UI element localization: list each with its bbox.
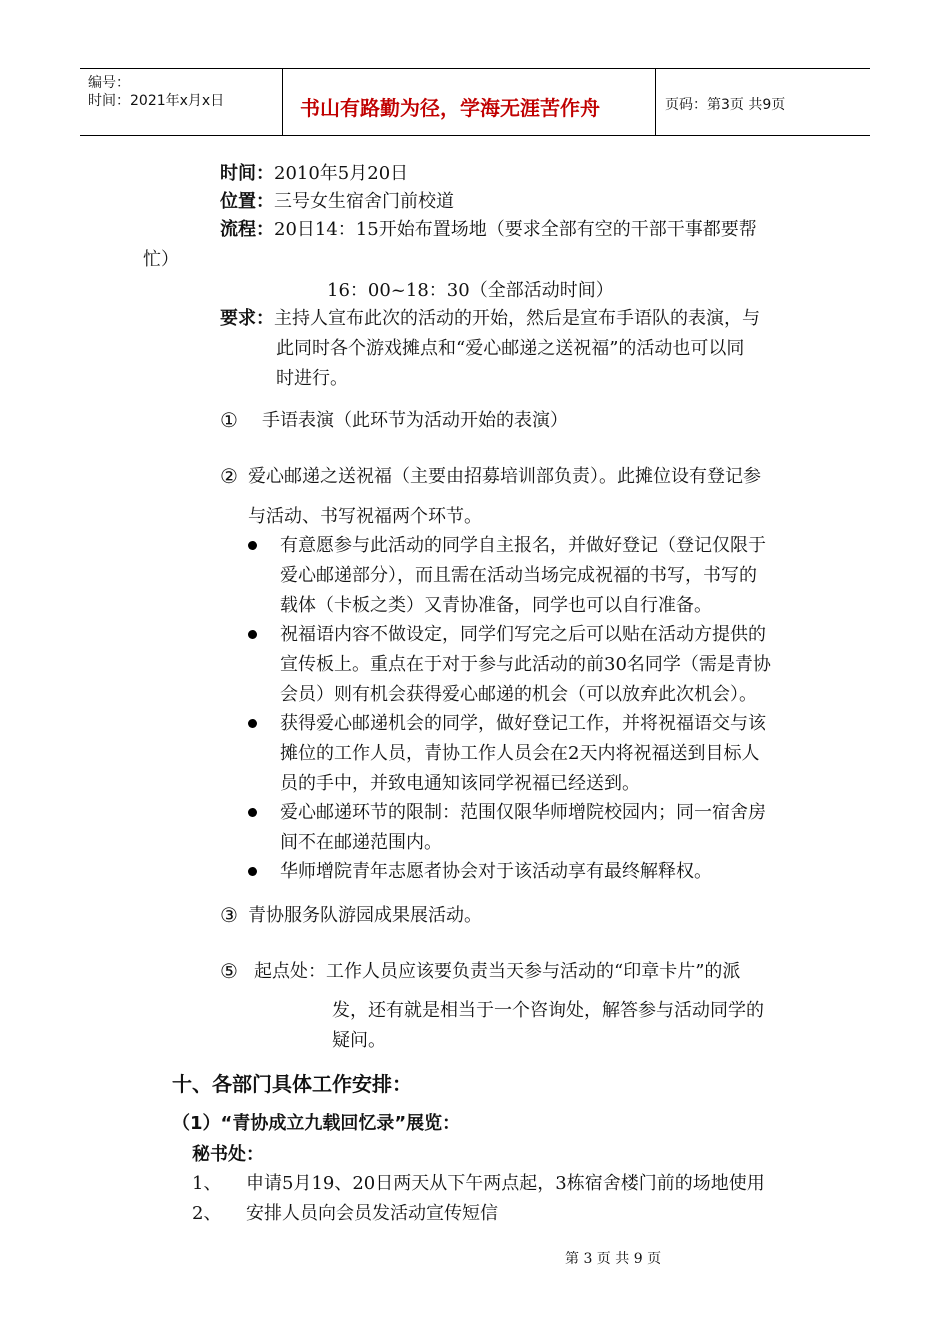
dept-secretariat: 秘书处： xyxy=(192,1144,264,1165)
time-row xyxy=(220,160,408,188)
task1-number: 1、 xyxy=(192,1173,222,1194)
header-page: 页码：第3页 共9页 xyxy=(665,97,786,113)
section10-title: 十、各部门具体工作安排： xyxy=(172,1072,412,1096)
req-label: 要求： xyxy=(220,308,274,329)
header-divider-right xyxy=(655,68,656,136)
task2-text: 安排人员向会员发活动宣传短信 xyxy=(246,1203,498,1224)
item5-line1: 起点处：工作人员应该要负责当天参与活动的“印章卡片”的派 xyxy=(254,961,741,982)
bullet4-line1: 爱心邮递环节的限制：范围仅限华师增院校园内；同一宿舍房 xyxy=(280,802,766,823)
item3-number: ③ xyxy=(220,903,238,927)
header-motto: 书山有路勤为径，学海无涯苦作舟 xyxy=(300,96,600,120)
item5-number: ⑤ xyxy=(220,959,238,983)
req-row xyxy=(220,305,760,333)
req-line2: 此同时各个游戏摊点和“爱心邮递之送祝福”的活动也可以同 xyxy=(276,338,745,359)
time-value: 2010年5月20日 xyxy=(274,163,409,184)
req-line1: 主持人宣布此次的活动的开始，然后是宣布手语队的表演，与 xyxy=(274,308,760,329)
bullet3-line2: 摊位的工作人员，青协工作人员会在2天内将祝福送到目标人 xyxy=(280,743,760,764)
item2-line1: 爱心邮递之送祝福（主要由招募培训部负责）。此摊位设有登记参 xyxy=(248,466,761,487)
time-label: 时间： xyxy=(220,163,274,184)
bullet3-line1: 获得爱心邮递机会的同学，做好登记工作，并将祝福语交与该 xyxy=(280,713,766,734)
bullet-icon xyxy=(248,630,257,639)
header-time: 时间：2021年x月x日 xyxy=(88,93,225,109)
task1-text: 申请5月19、20日两天从下午两点起，3栋宿舍楼门前的场地使用 xyxy=(246,1173,765,1194)
flow-line3: 16：00~18：30（全部活动时间） xyxy=(327,280,614,301)
place-label: 位置： xyxy=(220,191,274,212)
flow-line1: 20日14：15开始布置场地（要求全部有空的干部干事都要帮 xyxy=(274,219,757,240)
header-divider-left xyxy=(282,68,283,136)
bullet1-line2: 爱心邮递部分），而且需在活动当场完成祝福的书写，书写的 xyxy=(280,565,757,586)
bullet-icon xyxy=(248,719,257,728)
place-value: 三号女生宿舍门前校道 xyxy=(274,191,454,212)
bullet4-line2: 间不在邮递范围内。 xyxy=(280,832,442,853)
bullet1-line3: 载体（卡板之类）又青协准备，同学也可以自行准备。 xyxy=(280,595,712,616)
bullet2-line2: 宣传板上。重点在于对于参与此活动的前30名同学（需是青协 xyxy=(280,654,771,675)
bullet5-line1: 华师增院青年志愿者协会对于该活动享有最终解释权。 xyxy=(280,861,712,882)
bullet2-line3: 会员）则有机会获得爱心邮递的机会（可以放弃此次机会）。 xyxy=(280,684,757,705)
flow-row xyxy=(220,216,757,244)
flow-label: 流程： xyxy=(220,219,274,240)
bullet1-line1: 有意愿参与此活动的同学自主报名，并做好登记（登记仅限于 xyxy=(280,535,766,556)
flow-line2: 忙） xyxy=(143,249,179,270)
item5-line2: 发，还有就是相当于一个咨询处，解答参与活动同学的 xyxy=(332,1000,764,1021)
place-row xyxy=(220,188,454,216)
header-bottom-border xyxy=(80,135,870,136)
bullet-icon xyxy=(248,541,257,550)
item2-number: ② xyxy=(220,464,238,488)
section10-sub1: （1）“青协成立九载回忆录”展览： xyxy=(172,1113,461,1134)
task2-number: 2、 xyxy=(192,1203,222,1224)
item2-line2: 与活动、书写祝福两个环节。 xyxy=(248,506,482,527)
item5-line3: 疑问。 xyxy=(332,1030,386,1051)
bullet-icon xyxy=(248,808,257,817)
item3-text: 青协服务队游园成果展活动。 xyxy=(248,905,482,926)
footer-page-number: 第 3 页 共 9 页 xyxy=(565,1251,662,1267)
bullet2-line1: 祝福语内容不做设定，同学们写完之后可以贴在活动方提供的 xyxy=(280,624,766,645)
item1-number: ① xyxy=(220,408,238,432)
bullet3-line3: 员的手中，并致电通知该同学祝福已经送到。 xyxy=(280,773,640,794)
req-line3: 时进行。 xyxy=(276,368,348,389)
bullet-icon xyxy=(248,867,257,876)
header-number: 编号： xyxy=(88,75,130,91)
header-top-border xyxy=(80,68,870,69)
item1-text: 手语表演（此环节为活动开始的表演） xyxy=(262,410,568,431)
